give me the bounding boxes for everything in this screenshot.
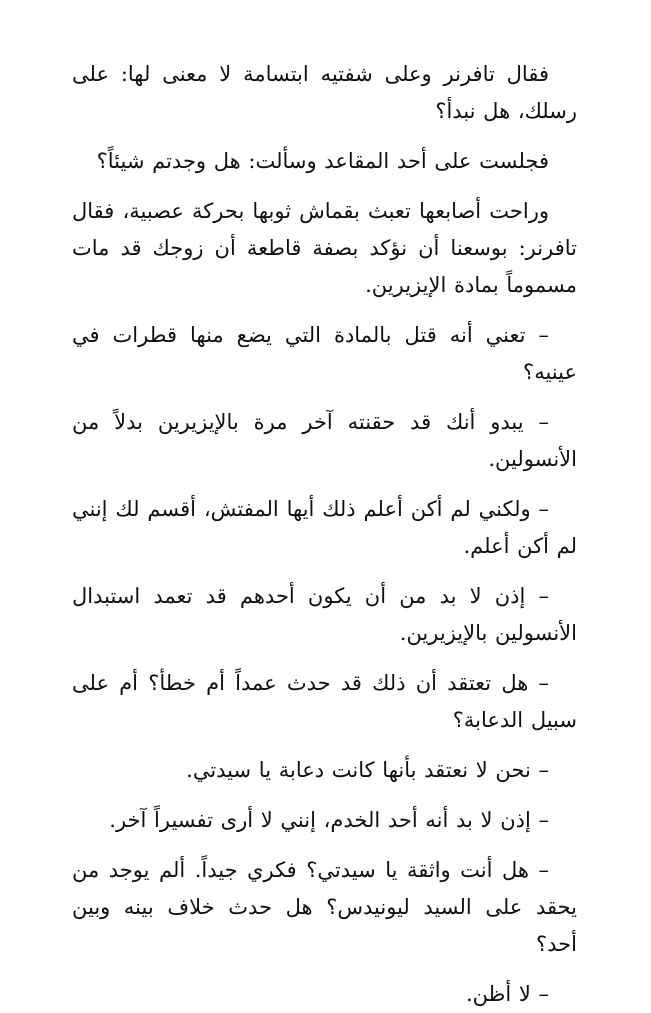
paragraph-2: فجلست على أحد المقاعد وسألت: هل وجدتم شيئاً؟ bbox=[96, 149, 549, 173]
paragraph-9: – نحن لا نعتقد بأنها كانت دعابة يا سيدتي. bbox=[186, 758, 549, 782]
paragraph-1: فقال تافرنر وعلى شفتيه ابتسامة لا معنى لها: على رسلك، هل نبدأ؟ bbox=[72, 62, 577, 123]
paragraph-8: – هل تعتقد أن ذلك قد حدث عمداً أم خطأ؟ أم على سبيل الدعابة؟ bbox=[72, 671, 577, 732]
paragraph-11: – هل أنت واثقة يا سيدتي؟ فكري جيداً. ألم يوجد من يحقد على السيد ليونيدس؟ هل حدث خلاف بينه وبين أحد؟ bbox=[72, 858, 577, 956]
paragraph-5: – يبدو أنك قد حقنته آخر مرة بالإيزيرين بدلاً من الأنسولين. bbox=[72, 410, 577, 471]
paragraph-3: وراحت أصابعها تعبث بقماش ثوبها بحركة عصبية، فقال تافرنر: بوسعنا أن نؤكد بصفة قاطعة أن زوجك قد مات مسموماً بمادة الإيزيرين. bbox=[72, 199, 577, 297]
paragraph-4: – تعني أنه قتل بالمادة التي يضع منها قطرات في عينيه؟ bbox=[72, 323, 577, 384]
paragraph-10: – إذن لا بد أنه أحد الخدم، إنني لا أرى تفسيراً آخر. bbox=[109, 808, 549, 832]
paragraph-12: – لا أظن. bbox=[465, 982, 549, 1006]
paragraph-6: – ولكني لم أكن أعلم ذلك أيها المفتش، أقسم لك إنني لم أكن أعلم. bbox=[72, 497, 577, 558]
paragraph-7: – إذن لا بد من أن يكون أحدهم قد تعمد استبدال الأنسولين بالإيزيرين. bbox=[72, 584, 577, 645]
